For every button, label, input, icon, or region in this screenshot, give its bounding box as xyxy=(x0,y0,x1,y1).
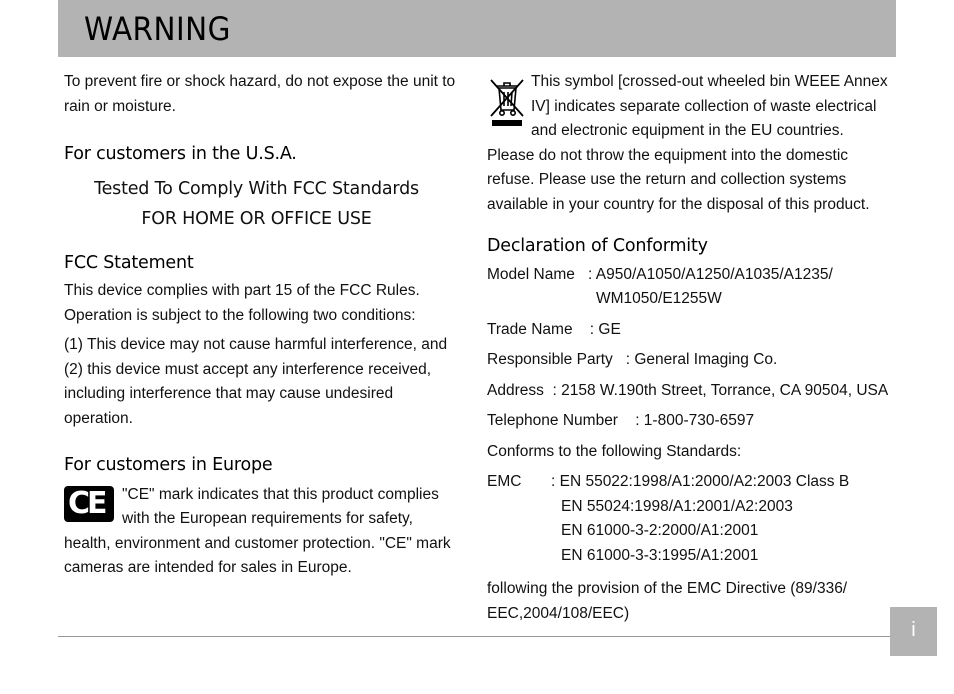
page-number: i xyxy=(890,607,937,656)
conforms-text: Conforms to the following Standards: xyxy=(487,442,742,460)
model-value xyxy=(588,263,833,312)
europe-heading: For customers in Europe xyxy=(64,455,273,475)
address: Address : 2158 W.190th Street, Torrance, CA 90504, USA xyxy=(487,381,889,399)
ce-mark-icon: CE xyxy=(64,486,114,522)
left-column xyxy=(64,70,459,581)
intro-text: To prevent fire or shock hazard, do not expose the unit to rain or moisture. xyxy=(64,73,456,115)
emc-row xyxy=(487,470,897,568)
fcc-statement-heading: FCC Statement xyxy=(64,252,194,273)
emc-line: EN 55024:1998/A1:2001/A2:2003 xyxy=(561,497,793,515)
fcc-paragraph-1: This device complies with part 15 of the FCC Rules. Operation is subject to the following two conditions: xyxy=(64,282,420,324)
page-title: WARNING xyxy=(84,10,231,48)
trade-name: Trade Name : GE xyxy=(487,320,621,338)
model-value-line-2: WM1050/E1255W xyxy=(596,290,722,307)
emc-label: EMC xyxy=(487,473,522,490)
emc-line: : EN 55022:1998/A1:2000/A2:2003 Class B xyxy=(551,473,850,490)
emc-provision: following the provision of the EMC Directive (89/336/ EEC,2004/108/EEC) xyxy=(487,580,848,622)
weee-text-2: Please do not throw the equipment into the domestic refuse. Please use the return and collection systems available in your country for the disposal of this product. xyxy=(487,146,870,213)
telephone-number: Telephone Number : 1-800-730-6597 xyxy=(487,412,755,429)
ce-block xyxy=(64,483,459,581)
responsible-party: Responsible Party : General Imaging Co. xyxy=(487,351,778,368)
ce-text: "CE" mark indicates that this product complies with the European requirements for safety, health, environment and customer protection. "CE" mark cameras are intended for sales in Europe. xyxy=(64,485,451,576)
model-label: Model Name xyxy=(487,265,575,283)
model-value-line-1: : A950/A1050/A1250/A1035/A1235/ xyxy=(588,265,833,283)
header-bar xyxy=(58,0,896,57)
usa-heading: For customers in the U.S.A. xyxy=(64,144,297,164)
fcc-use-line: FOR HOME OR OFFICE USE xyxy=(141,209,372,229)
fcc-paragraph-2: (1) This device may not cause harmful interference, and (2) this device must accept any interference received, including interference that may cause undesired operation. xyxy=(64,336,448,427)
fcc-standards-line: Tested To Comply With FCC Standards xyxy=(94,178,419,199)
emc-line: EN 61000-3-3:1995/A1:2001 xyxy=(561,546,759,564)
crossed-bin-icon xyxy=(487,74,527,130)
emc-standards xyxy=(551,470,849,568)
weee-block xyxy=(487,70,897,144)
emc-line: EN 61000-3-2:2000/A1:2001 xyxy=(561,522,759,539)
declaration-heading: Declaration of Conformity xyxy=(487,236,708,256)
right-column xyxy=(487,70,897,626)
footer-divider xyxy=(58,636,890,637)
weee-text: This symbol [crossed-out wheeled bin WEEE Annex IV] indicates separate collection of waste electrical and electronic equipment in the EU countries. xyxy=(531,73,888,139)
model-row xyxy=(487,263,897,312)
